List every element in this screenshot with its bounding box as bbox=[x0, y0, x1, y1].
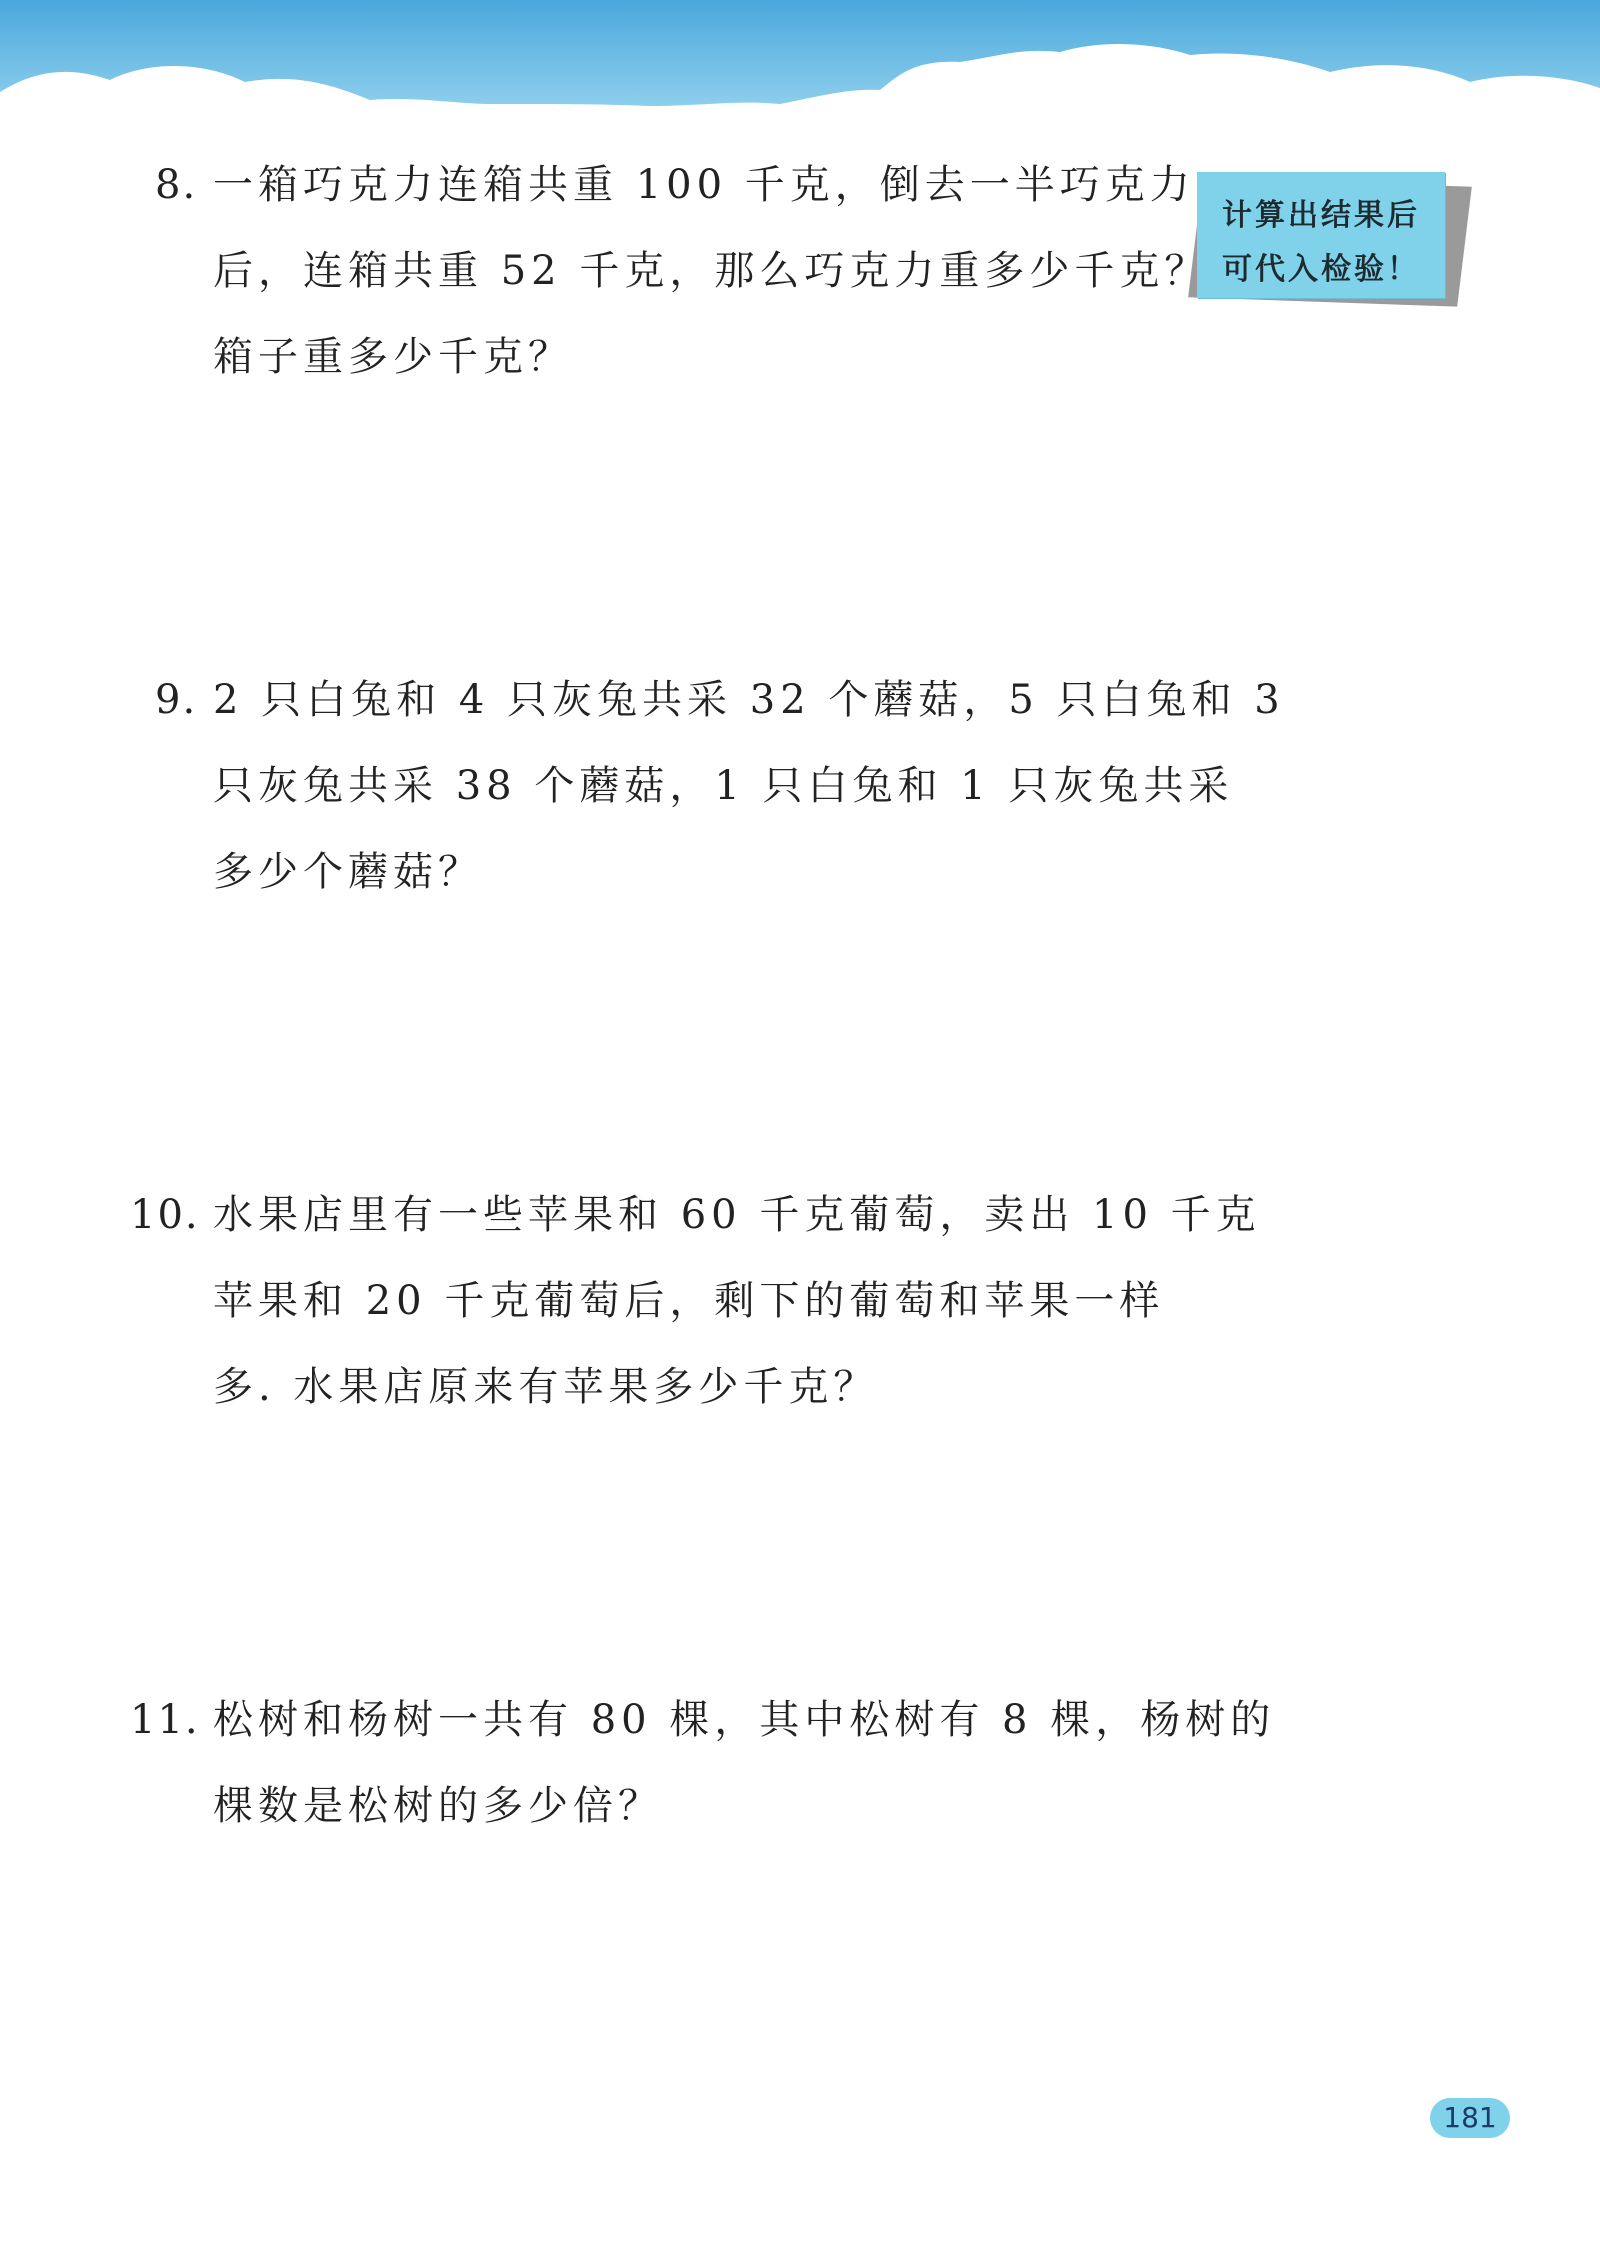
problem-number: 11. bbox=[130, 1697, 200, 1743]
hint-text-line-1: 计算出结果后 bbox=[1222, 198, 1420, 233]
problem-number: 8. bbox=[155, 162, 198, 208]
problem-text-line: 多少个蘑菇？ bbox=[213, 849, 483, 895]
problem-text-line: 多. 水果店原来有苹果多少千克？ bbox=[213, 1364, 879, 1410]
page-number: 181 bbox=[1430, 2098, 1510, 2138]
hint-note-card bbox=[1197, 172, 1445, 298]
problem-text-line: 水果店里有一些苹果和 60 千克葡萄，卖出 10 千克 bbox=[213, 1192, 1261, 1238]
problem-number: 10. bbox=[130, 1192, 200, 1238]
problem-number: 9. bbox=[155, 677, 198, 723]
problem-text-line: 棵数是松树的多少倍？ bbox=[213, 1783, 663, 1829]
problem-text-line: 苹果和 20 千克葡萄后，剩下的葡萄和苹果一样 bbox=[213, 1278, 1165, 1324]
problem-text-line: 2 只白兔和 4 只灰兔共采 32 个蘑菇，5 只白兔和 3 bbox=[213, 677, 1285, 723]
problem-text-line: 后，连箱共重 52 千克，那么巧克力重多少千克？ bbox=[213, 248, 1210, 294]
problem-text-line: 箱子重多少千克？ bbox=[213, 334, 573, 380]
problem-text-line: 松树和杨树一共有 80 棵，其中松树有 8 棵，杨树的 bbox=[213, 1697, 1276, 1743]
hint-note bbox=[1185, 172, 1475, 316]
problem-text-line: 只灰兔共采 38 个蘑菇，1 只白兔和 1 只灰兔共采 bbox=[213, 763, 1234, 809]
problem-text-line: 一箱巧克力连箱共重 100 千克，倒去一半巧克力 bbox=[213, 162, 1195, 208]
hint-text-line-2: 可代入检验！ bbox=[1222, 252, 1420, 287]
